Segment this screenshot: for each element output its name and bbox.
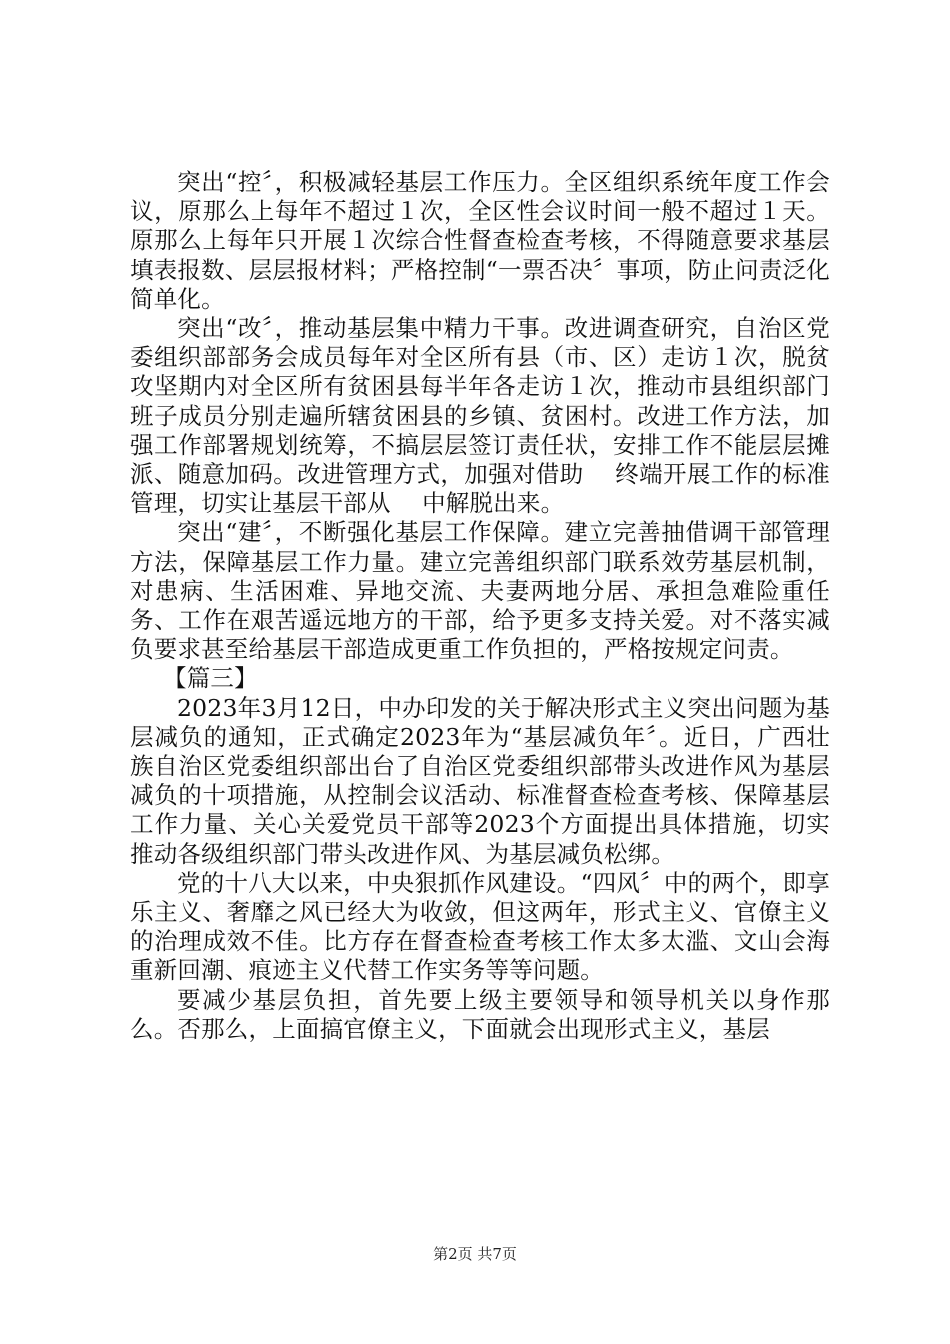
page-footer bbox=[0, 1245, 950, 1263]
paragraph-reform: 突出“改〞，推动基层集中精力干事。改进调查研究，自治区党委组织部部务会成员每年对全区所有县（市、区）走访１次，脱贫攻坚期内对全区所有贫困县每半年各走访１次，推动市县组织部门班子成员分别走遍所辖贫困县的乡镇、贫困村。改进工作方法，加强工作部署规划统筹，不搞层层签订责任状，安排工作不能层层摊派、随意加码。改进管理方式，加强对借助 终端开展工作的标准管理，切实让基层干部从 中解脱出来。 bbox=[130, 314, 830, 518]
page-number-label: 第2页 共7页 bbox=[433, 1245, 517, 1263]
section-heading: 【篇三】 bbox=[163, 664, 258, 693]
document-body bbox=[130, 168, 830, 1044]
paragraph-four-winds: 党的十八大以来，中央狠抓作风建设。“四风〞中的两个，即享乐主义、奢靡之风已经大为收敛，但这两年，形式主义、官僚主义的治理成效不佳。比方存在督查检查考核工作太多太滥、文山会海重新回潮、痕迹主义代替工作实务等等问题。 bbox=[130, 868, 830, 985]
paragraph-control: 突出“控〞，积极减轻基层工作压力。全区组织系统年度工作会议，原那么上每年不超过１次，全区性会议时间一般不超过１天。原那么上每年只开展１次综合性督查检查考核，不得随意要求基层填表报数、层层报材料；严格控制“一票否决〞事项，防止问责泛化简单化。 bbox=[130, 168, 830, 313]
paragraph-leadership: 要减少基层负担，首先要上级主要领导和领导机关以身作那么。否那么，上面搞官僚主义，下面就会出现形式主义，基层 bbox=[130, 985, 830, 1043]
paragraph-notice: 2023年3月12日，中办印发的关于解决形式主义突出问题为基层减负的通知，正式确定2023年为“基层减负年〞。近日，广西壮族自治区党委组织部出台了自治区党委组织部带头改进作风为基层减负的十项措施，从控制会议活动、标准督查检查考核、保障基层工作力量、关心关爱党员干部等2023个方面提出具体措施，切实推动各级组织部门带头改进作风、为基层减负松绑。 bbox=[130, 693, 830, 868]
paragraph-build: 突出“建〞，不断强化基层工作保障。建立完善抽借调干部管理方法，保障基层工作力量。建立完善组织部门联系效劳基层机制，对患病、生活困难、异地交流、夫妻两地分居、承担急难险重任务、工作在艰苦遥远地方的干部，给予更多支持关爱。对不落实减负要求甚至给基层干部造成更重工作负担的，严格按规定问责。 bbox=[130, 518, 830, 664]
